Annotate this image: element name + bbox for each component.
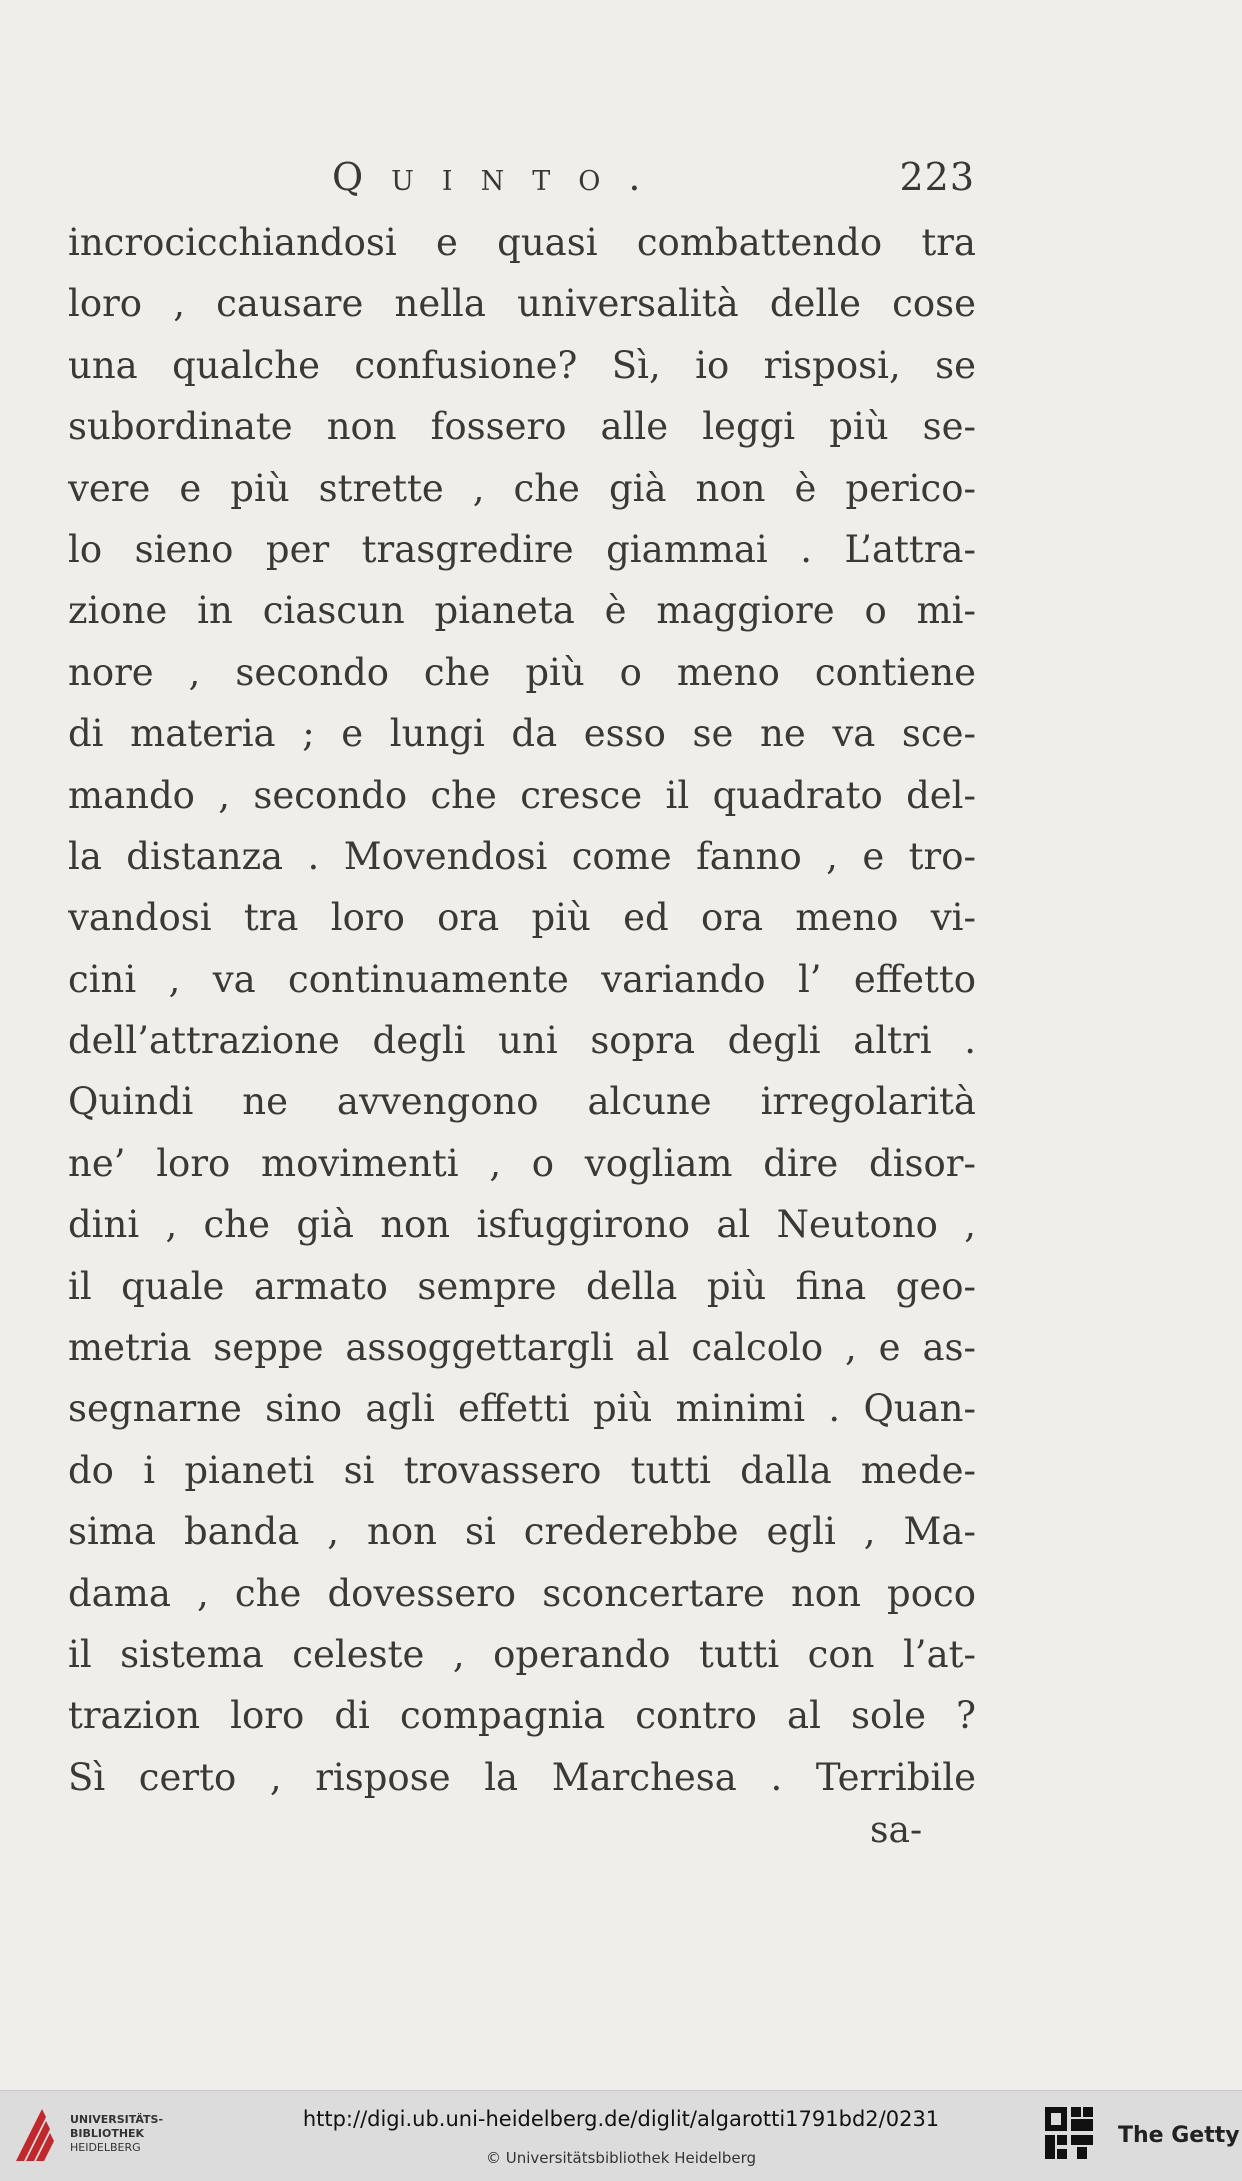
text-line: il sistema celeste , operando tutti con l’at- (68, 1632, 976, 1676)
text-line: incrocicchiandosi e quasi combattendo tra (68, 221, 976, 264)
text-line: segnarne sino agli effetti più minimi . Quan- (68, 1387, 976, 1431)
text-line: zione in ciascun pianeta è maggiore o mi- (68, 589, 976, 633)
text-line: Quindi ne avvengono alcune irregolarità (68, 1080, 976, 1124)
text-line: Sì certo , rispose la Marchesa . Terribile (68, 1755, 976, 1799)
page-number: 223 (899, 155, 975, 199)
getty-logo-icon (1043, 2105, 1097, 2165)
copyright-notice: © Universitätsbibliothek Heidelberg (485, 2149, 756, 2167)
viewer-footer (0, 2090, 1242, 2181)
library-name-line-3: HEIDELBERG (70, 2141, 141, 2154)
getty-label: The Getty (1118, 2123, 1240, 2148)
text-line: di materia ; e lungi da esso se ne va sce- (68, 712, 976, 756)
text-line: il quale armato sempre della più fina geo- (68, 1264, 976, 1308)
text-line: trazion loro di compagnia contro al sole ? (68, 1694, 976, 1738)
text-line: cini , va continuamente variando l’ effetto (68, 957, 976, 1001)
text-line: la distanza . Movendosi come fanno , e tro- (68, 834, 976, 878)
text-line: loro , causare nella universalità delle cose (68, 282, 976, 326)
permalink-url[interactable]: http://digi.ub.uni-heidelberg.de/diglit/algarotti1791bd2/0231 (302, 2107, 940, 2131)
text-line: nore , secondo che più o meno contiene (68, 650, 976, 694)
text-line: do i pianeti si trovassero tutti dalla mede- (68, 1448, 976, 1492)
text-line: mando , secondo che cresce il quadrato del- (68, 773, 976, 817)
running-head: Quinto. (332, 155, 669, 199)
page-header (70, 155, 975, 205)
text-line: dell’attrazione degli uni sopra degli altri . (68, 1019, 976, 1063)
body-text (68, 212, 976, 1808)
catchword: sa- (870, 1810, 923, 1851)
text-line: metria seppe assoggettargli al calcolo , e as- (68, 1326, 976, 1370)
text-line: una qualche confusione? Sì, io risposi, se (68, 343, 976, 387)
text-line: dini , che già non isfuggirono al Neutono , (68, 1203, 976, 1247)
library-name-line-2: BIBLIOTHEK (70, 2127, 145, 2140)
text-line: sima banda , non si crederebbe egli , Ma- (68, 1510, 976, 1554)
text-line: dama , che dovessero sconcertare non poco (68, 1571, 976, 1615)
text-line: vandosi tra loro ora più ed ora meno vi- (68, 896, 976, 940)
text-line: subordinate non fossero alle leggi più se- (68, 405, 976, 449)
text-line: ne’ loro movimenti , o vogliam dire disor- (68, 1141, 976, 1185)
text-line: lo sieno per trasgredire giammai . L’attra- (68, 527, 976, 571)
text-line: vere e più strette , che già non è perico- (68, 466, 976, 510)
library-name-line-1: UNIVERSITÄTS- (70, 2113, 164, 2126)
